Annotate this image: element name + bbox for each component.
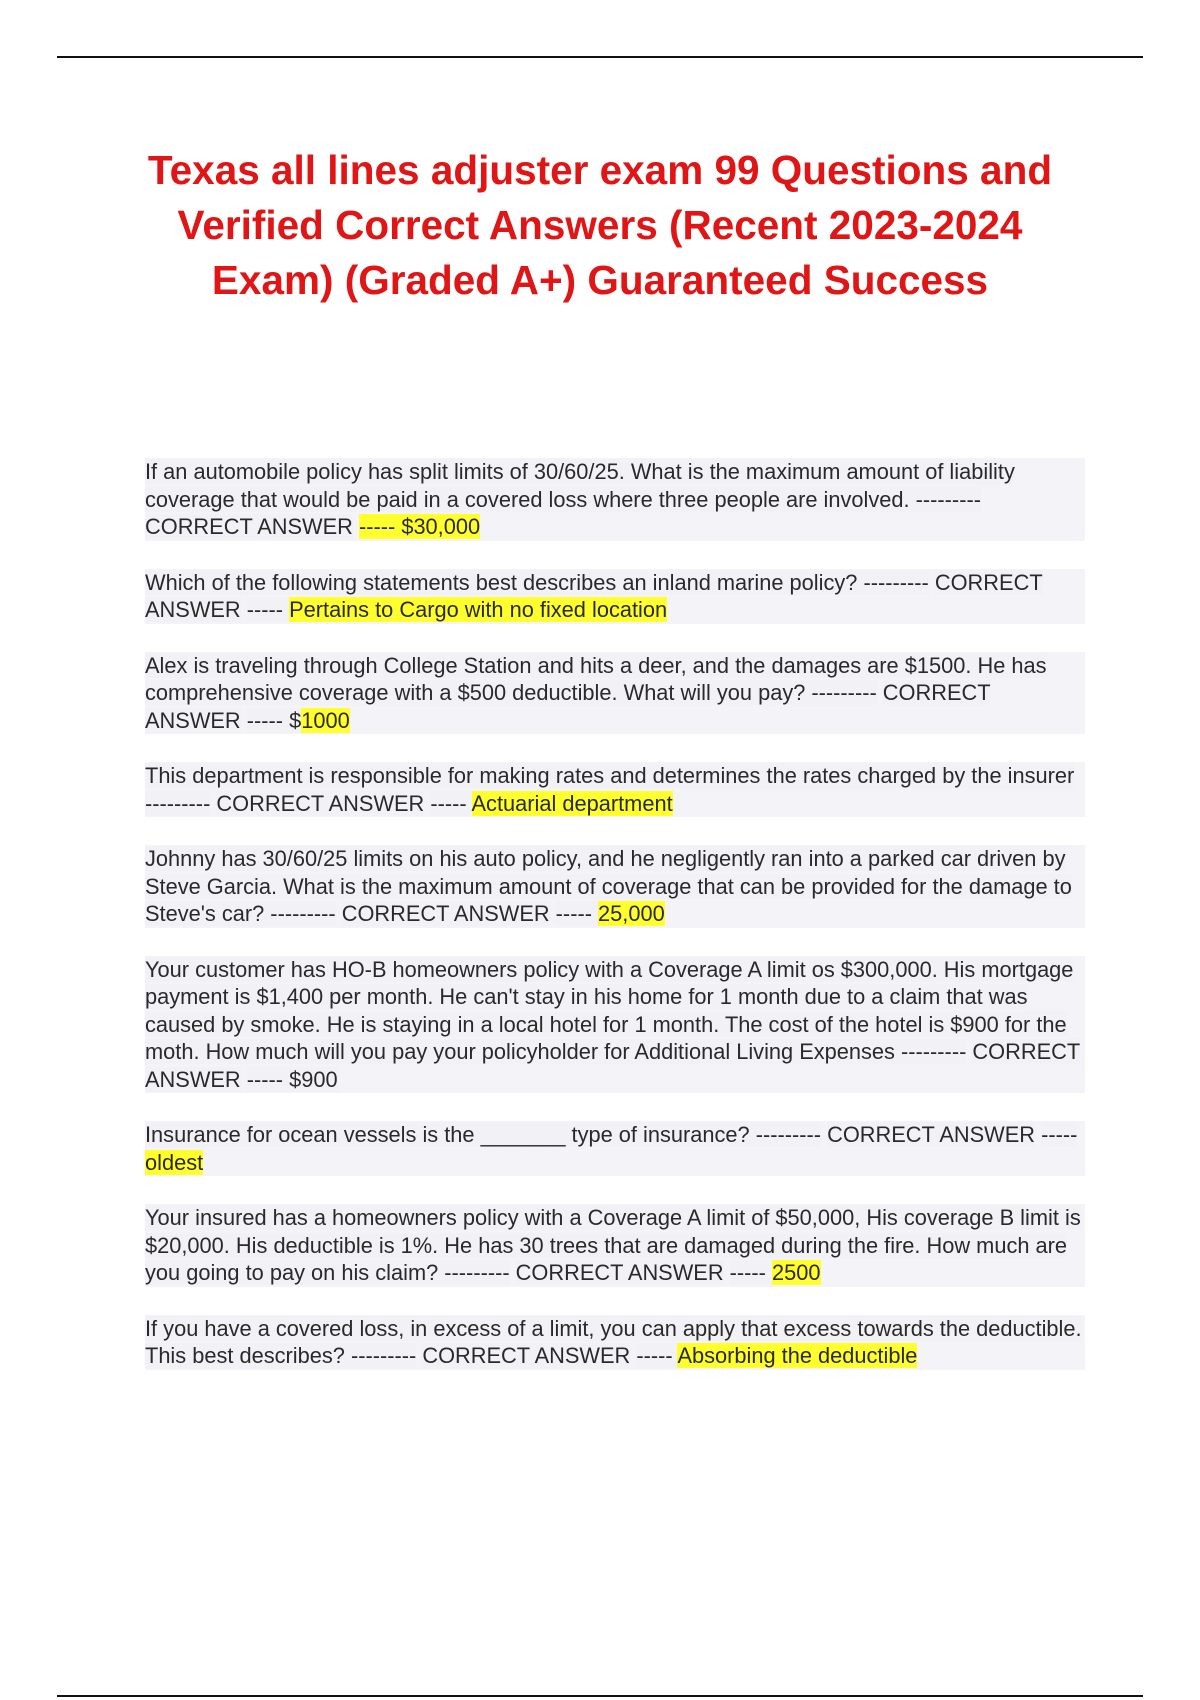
qa-item [145, 1121, 1085, 1176]
answer-label: CORRECT ANSWER [145, 569, 1043, 622]
highlighted-answer: oldest [145, 1149, 204, 1175]
highlighted-answer: 2500 [772, 1260, 821, 1285]
question-text: Johnny has 30/60/25 limits on his auto policy, and he negligently ran into a parked car driven by Steve Garcia. What is the maximum amount of coverage that can be provided for the damage to Steve's car? --------- [145, 846, 1072, 926]
answer-prefix: ----- [430, 790, 472, 816]
highlighted-answer: Pertains to Cargo with no fixed location [289, 597, 668, 622]
answer-prefix: ----- [636, 1343, 678, 1368]
highlighted-answer: 1000 [301, 707, 350, 733]
qa-item [145, 1315, 1085, 1370]
qa-item [145, 569, 1085, 624]
question-text: Insurance for ocean vessels is the _______ type of insurance? --------- [145, 1122, 822, 1147]
answer-prefix: ----- [246, 597, 290, 622]
question-text: If you have a covered loss, in excess of a limit, you can apply that excess towards the deductible. This best describes? --------- [145, 1315, 1082, 1368]
answer-label: CORRECT ANSWER [145, 680, 991, 733]
question-text: Your customer has HO-B homeowners policy with a Coverage A limit os $300,000. His mortgage payment is $1,400 per month. He can't stay in his home for 1 month due to a claim that was caused by smoke. He is staying in a local hotel for 1 month. The cost of the hotel is $900 for the moth. How much will you pay your policyholder for Additional Living Expenses --------- [145, 956, 1074, 1064]
qa-item [145, 652, 1085, 735]
answer-label: CORRECT ANSWER [145, 1039, 1081, 1092]
question-text: Which of the following statements best describes an inland marine policy? --------- [145, 569, 929, 595]
answer-label: CORRECT ANSWER [827, 1122, 1035, 1147]
question-text: Alex is traveling through College Station and hits a deer, and the damages are $1500. He has comprehensive coverage with a $500 deductible. What will you pay? --------- [145, 652, 1047, 705]
qa-item [145, 845, 1085, 928]
document-title: Texas all lines adjuster exam 99 Questions and Verified Correct Answers (Recent 2023-2024 Exam) (Graded A+) Guaranteed Success [147, 147, 1053, 303]
highlighted-answer: 25,000 [598, 901, 665, 926]
answer-label: CORRECT ANSWER [515, 1260, 724, 1285]
top-rule [57, 56, 1143, 58]
answer-prefix: ----- [555, 901, 599, 926]
question-text: Your insured has a homeowners policy with a Coverage A limit of $50,000, His coverage B limit is $20,000. His deductible is 1%. He has 30 trees that are damaged during the fire. How much are you going to pay on his claim? --------- [145, 1205, 1081, 1285]
answer-label: CORRECT ANSWER [341, 901, 550, 926]
answer-label: CORRECT ANSWER [422, 1343, 631, 1368]
answer-prefix: ----- [729, 1260, 772, 1285]
highlighted-answer: Actuarial department [471, 790, 673, 816]
qa-item [145, 458, 1085, 541]
question-text: If an automobile policy has split limits of 30/60/25. What is the maximum amount of liability coverage that would be paid in a covered loss where three people are involved. --------- [145, 459, 1015, 512]
answer-prefix: ----- [1041, 1122, 1078, 1147]
qa-item [145, 1204, 1085, 1287]
qa-list [145, 458, 1085, 1398]
question-text: This department is responsible for making rates and determines the rates charged by the insurer --------- [145, 763, 1075, 816]
answer-label: CORRECT ANSWER [145, 514, 353, 539]
highlighted-answer: Absorbing the deductible [677, 1343, 918, 1368]
bottom-rule [57, 1695, 1143, 1697]
answer-label: CORRECT ANSWER [216, 790, 425, 816]
qa-item [145, 762, 1085, 817]
answer-prefix: ----- $900 [246, 1066, 338, 1092]
highlighted-answer: ----- $30,000 [358, 514, 481, 539]
qa-item [145, 956, 1085, 1094]
answer-prefix: ----- $ [246, 707, 302, 733]
